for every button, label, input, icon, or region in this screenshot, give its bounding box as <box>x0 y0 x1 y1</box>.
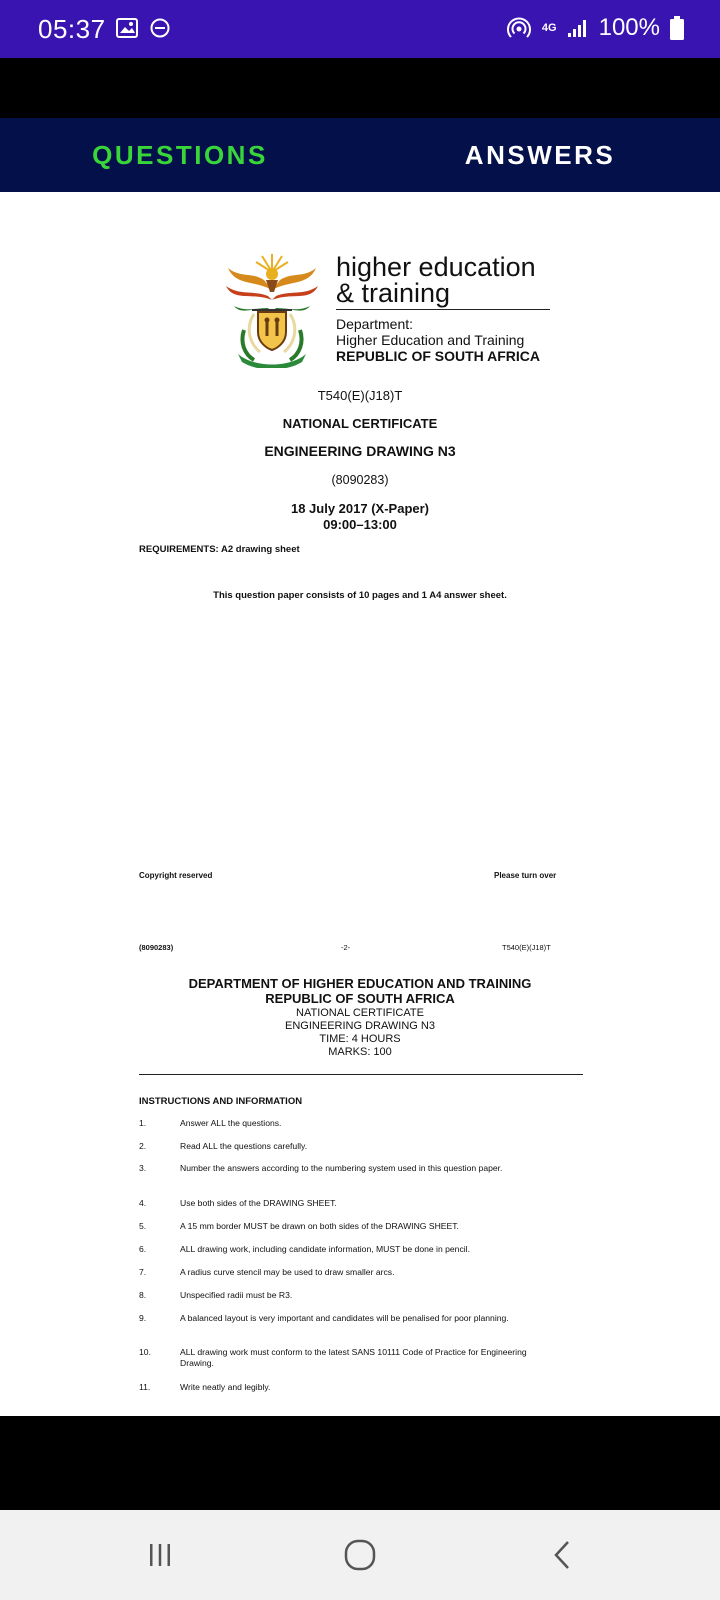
instruction-item <box>139 1347 539 1368</box>
page2-paper-code: T540(E)(J18)T <box>502 943 551 952</box>
instruction-text: Number the answers according to the numbering system used in this question paper. <box>180 1163 503 1173</box>
status-bar <box>0 0 720 58</box>
cover-paper-code: T540(E)(J18)T <box>317 388 403 403</box>
recent-apps-icon <box>145 1540 175 1570</box>
dhet-department <box>336 316 540 364</box>
instruction-item <box>139 1118 539 1129</box>
page2-subject: ENGINEERING DRAWING N3 <box>285 1020 435 1032</box>
hotspot-icon <box>506 15 532 41</box>
cover-copyright: Copyright reserved <box>139 871 213 880</box>
instruction-number: 2. <box>139 1141 147 1151</box>
battery-percent: 100% <box>598 14 660 41</box>
header-divider <box>336 309 550 310</box>
page2-divider <box>139 1074 583 1075</box>
battery-icon <box>670 16 684 40</box>
instruction-item <box>139 1382 539 1393</box>
instruction-text: Write neatly and legibly. <box>180 1382 271 1392</box>
home-icon <box>343 1538 377 1572</box>
status-time: 05:37 <box>38 14 106 44</box>
instruction-item <box>139 1198 539 1209</box>
instruction-text: Unspecified radii must be R3. <box>180 1290 293 1300</box>
cover-requirements: REQUIREMENTS: A2 drawing sheet <box>139 544 300 555</box>
do-not-disturb-icon <box>150 18 170 38</box>
instruction-number: 4. <box>139 1198 147 1208</box>
dhet-title-line1: higher education <box>336 252 536 282</box>
instruction-number: 8. <box>139 1290 147 1300</box>
tab-questions[interactable]: QUESTIONS <box>92 139 268 170</box>
instruction-text: Use both sides of the DRAWING SHEET. <box>180 1198 337 1208</box>
cover-pages-note: This question paper consists of 10 pages and 1 A4 answer sheet. <box>213 590 507 601</box>
cover-time: 09:00–13:00 <box>323 517 397 532</box>
cover-date: 18 July 2017 (X-Paper) <box>290 501 430 516</box>
page2-department-heading <box>0 976 720 1006</box>
home-button[interactable] <box>300 1510 420 1600</box>
instructions-title: INSTRUCTIONS AND INFORMATION <box>139 1096 303 1107</box>
status-right-icons <box>506 14 684 42</box>
instruction-text: ALL drawing work, including candidate information, MUST be done in pencil. <box>180 1244 470 1254</box>
instruction-number: 3. <box>139 1163 147 1173</box>
instruction-number: 7. <box>139 1267 147 1277</box>
instruction-item <box>139 1267 539 1278</box>
dhet-logo-title <box>336 254 536 306</box>
navigation-bar <box>0 1510 720 1600</box>
recent-apps-button[interactable] <box>100 1510 220 1600</box>
coat-of-arms-logo <box>224 250 320 373</box>
dept-country: REPUBLIC OF SOUTH AFRICA <box>336 348 541 364</box>
page2-marks: MARKS: 100 <box>328 1046 392 1058</box>
page2-cert-block <box>0 1007 720 1059</box>
instruction-text: A radius curve stencil may be used to draw smaller arcs. <box>180 1267 395 1277</box>
instruction-item <box>139 1221 539 1232</box>
cover-subject-code: (8090283) <box>331 473 389 487</box>
page2-page-number: -2- <box>341 943 351 952</box>
dept-name: Higher Education and Training <box>336 332 525 348</box>
status-left-icons <box>116 18 170 38</box>
bottom-spacer <box>0 1416 720 1510</box>
instruction-text: ALL drawing work must conform to the latest SANS 10111 Code of Practice for Engineering Drawing. <box>180 1347 527 1368</box>
instruction-number: 9. <box>139 1313 147 1323</box>
instruction-item <box>139 1244 539 1255</box>
cover-certificate: NATIONAL CERTIFICATE <box>282 416 438 431</box>
instruction-number: 11. <box>139 1382 151 1392</box>
cover-turn-over: Please turn over <box>494 871 557 880</box>
instruction-number: 5. <box>139 1221 147 1231</box>
page2-country: REPUBLIC OF SOUTH AFRICA <box>265 991 455 1006</box>
instruction-number: 10. <box>139 1347 151 1357</box>
page2-time: TIME: 4 HOURS <box>319 1033 401 1045</box>
instruction-text: A balanced layout is very important and candidates will be penalised for poor planning. <box>180 1313 509 1323</box>
instruction-text: Read ALL the questions carefully. <box>180 1141 308 1151</box>
cover-subject: ENGINEERING DRAWING N3 <box>264 443 456 459</box>
back-button[interactable] <box>502 1510 622 1600</box>
instruction-number: 6. <box>139 1244 147 1254</box>
gallery-icon <box>116 18 138 38</box>
tab-answers[interactable]: ANSWERS <box>464 139 616 170</box>
page2-header-code: (8090283) <box>139 943 174 952</box>
instruction-number: 1. <box>139 1118 147 1128</box>
page2-department: DEPARTMENT OF HIGHER EDUCATION AND TRAINING <box>188 976 532 991</box>
instruction-item <box>139 1141 539 1152</box>
instruction-text: A 15 mm border MUST be drawn on both sides of the DRAWING SHEET. <box>180 1221 459 1231</box>
cover-date-time <box>0 501 720 533</box>
dept-label: Department: <box>336 316 414 332</box>
back-icon <box>550 1538 574 1572</box>
signal-icon <box>567 18 589 38</box>
pdf-document-view[interactable] <box>0 192 720 1416</box>
instruction-item <box>139 1290 539 1301</box>
network-type: 4G <box>541 22 557 34</box>
instruction-item <box>139 1163 539 1174</box>
instruction-item <box>139 1313 539 1324</box>
toolbar-spacer <box>0 58 720 118</box>
instruction-text: Answer ALL the questions. <box>180 1118 282 1128</box>
dhet-title-line2: & training <box>336 278 451 308</box>
tab-bar <box>0 118 720 192</box>
page2-certificate: NATIONAL CERTIFICATE <box>296 1007 424 1019</box>
